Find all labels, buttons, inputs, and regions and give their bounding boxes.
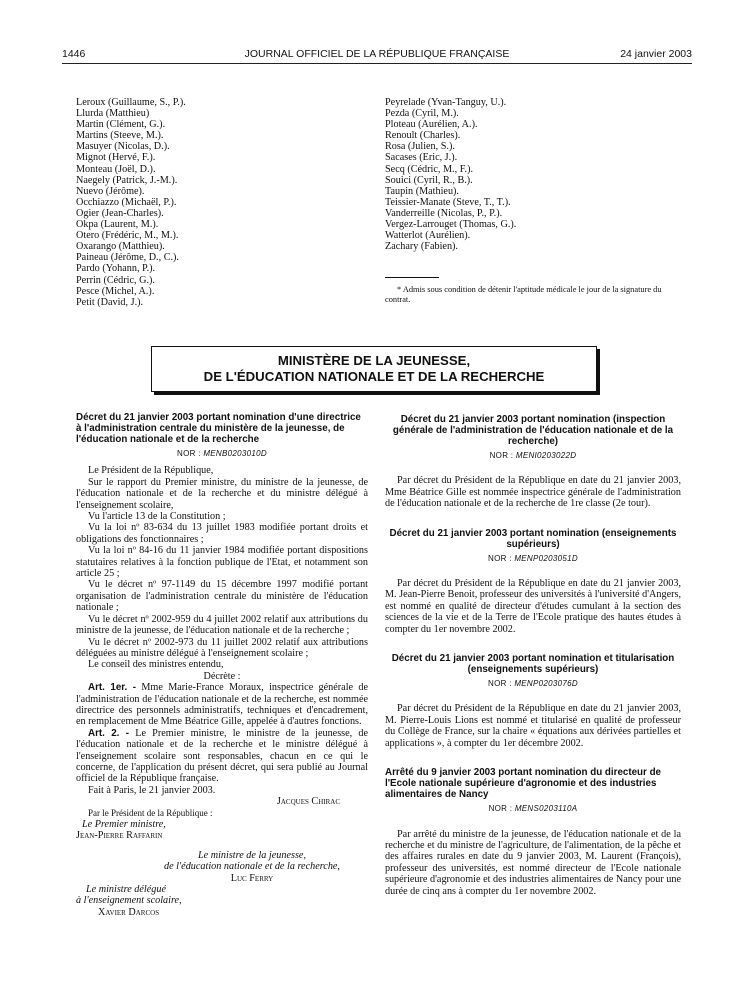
name-list-entry: Pardo (Yohann, P.). [76,263,156,275]
name-list-entry: Rosa (Julien, S.). [385,141,455,153]
delegate-title-1: Le ministre délégué [86,884,166,896]
name-list-entry: Vanderreille (Nicolas, P., P.). [385,207,503,219]
delegate-title-2: à l'enseignement scolaire, [76,895,182,907]
nor-label: NOR : [488,679,512,689]
decree-4-nor [385,678,681,689]
name-list-entry: Vergez-Larrouget (Thomas, G.). [385,219,517,231]
decrete-label: Décrète : [203,670,241,682]
decree-3 [385,528,681,635]
name-list-entry: Zachary (Fabien). [385,241,458,253]
name-list-entry: Ogier (Jean-Charles). [76,207,164,219]
decree-5 [385,767,681,897]
name-list-entry: Occhiazzo (Michaël, P.). [76,196,177,208]
name-list-entry: Teissier-Manate (Steve, T., T.). [385,196,511,208]
footnote-rule [385,277,439,278]
name-list-entry: Renoult (Charles). [385,130,461,142]
decree-3-nor [385,553,681,564]
decree-1 [76,412,368,918]
nor-code: MENP0203076D [514,679,578,689]
decree-1-paragraph: Le conseil des ministres entendu, [88,659,224,671]
name-list-entry: Masuyer (Nicolas, D.). [76,141,170,153]
name-list-entry: Souici (Cyril, R., B.). [385,174,473,186]
article-1-text: Mme Marie-France Moraux, inspectrice générale de l'administration de l'éducation nationale et de la recherche, est nommée directrice des personnels administratifs, techniques et d'encadrement, en remplacement de Mme Béatrice Gille, appelée à d'autres fonctions. [76,682,368,728]
name-list-entry: Martins (Steeve, M.). [76,130,164,142]
decree-1-nor [76,448,368,459]
par-le-president: Par le Président de la République : [88,807,213,818]
journal-title: JOURNAL OFFICIEL DE LA RÉPUBLIQUE FRANÇAISE [244,48,510,60]
decree-1-paragraph: Vu l'article 13 de la Constitution ; [88,511,226,523]
decree-2 [385,414,681,510]
article-2 [76,728,368,785]
ministry-heading-line1: MINISTÈRE DE LA JEUNESSE, [277,353,471,368]
name-list-entry: Martin (Clément, G.). [76,119,166,131]
page-header [62,46,692,64]
name-list-entry: Watterlot (Aurélien). [385,230,471,242]
ministry-heading-line2: DE L'ÉDUCATION NATIONALE ET DE LA RECHERCHE [203,369,545,384]
decree-1-visas [76,465,368,670]
nor-code: MENS0203110A [514,804,578,814]
name-list-entry: Peyrelade (Yvan-Tanguy, U.). [385,97,507,108]
name-list-left [76,97,186,308]
nor-label: NOR : [488,804,513,814]
name-list-entry: Petit (David, J.). [76,296,144,308]
done-at: Fait à Paris, le 21 janvier 2003. [88,784,216,796]
name-list-entry: Naegely (Patrick, J.-M.). [76,174,178,186]
page-number: 1446 [62,48,86,60]
name-list-entry: Monteau (Joël, D.). [76,163,156,175]
decree-1-paragraph: Vu le décret nº 2002-973 du 11 juillet 2002 relatif aux attributions déléguées au ministre délégué à l'enseignement scolaire ; [76,636,368,659]
nor-code: MENP0203051D [514,553,578,563]
name-list-entry: Paineau (Jérôme, D., C.). [76,252,179,264]
decree-3-title: Décret du 21 janvier 2003 portant nomination (enseignements supérieurs) [389,527,677,550]
nor-code: MENB0203010D [203,449,267,458]
minister-title-2: de l'éducation nationale et de la recherche, [164,861,340,873]
decree-2-text: Par décret du Président de la République en date du 21 janvier 2003, Mme Béatrice Gille est nommée inspectrice générale de l'administration de l'éducation nationale et de la recherche de 1re classe (2e tour). [385,475,681,510]
decree-4-title: Décret du 21 janvier 2003 portant nomination et titularisation (enseignements supérieurs) [391,653,675,676]
name-list-entry: Pezda (Cyril, M.). [385,108,459,120]
right-column [385,414,681,897]
decree-1-paragraph: Vu la loi nº 83-634 du 13 juillet 1983 modifiée portant droits et obligations des fonctionnaires ; [76,522,368,545]
name-list-entry: Mignot (Hervé, F.). [76,152,156,164]
name-list-entry: Pesce (Michel, A.). [76,285,155,297]
nor-label: NOR : [177,449,201,458]
nor-code: MENI0203022D [515,451,577,460]
article-1-label: Art. 1er. - [88,682,137,694]
name-list-entry: Nuevo (Jérôme). [76,185,145,197]
decree-1-paragraph: Vu le décret nº 97-1149 du 15 décembre 1997 modifié portant organisation de l'administration centrale du ministère de l'éducation nationale ; [76,579,368,614]
decree-1-paragraph: Le Président de la République, [88,465,214,477]
name-list-entry: Taupin (Mathieu). [385,185,459,197]
president-signature: Jacques Chirac [276,796,340,808]
delegate-name: Xavier Darcos [98,906,160,918]
article-2-text: Le Premier ministre, le ministre de la jeunesse, de l'éducation nationale et de la recherche et le ministre délégué à l'enseignement scolaire sont responsables, chacun en ce qui le concerne, de l'application du présent décret, qui sera publié au Journal officiel de la République française. [76,727,369,785]
pm-title: Le Premier ministre, [82,819,166,830]
article-2-label: Art. 2. - [88,727,130,739]
article-1 [76,682,368,728]
decree-1-paragraph: Vu la loi nº 84-16 du 11 janvier 1984 modifiée portant dispositions statutaires relatives à la fonction publique de l'Etat, et notamment son article 25 ; [76,545,368,580]
name-list-entry: Ploteau (Aurélien, A.). [385,119,478,131]
ministry-heading-box [151,346,597,392]
nor-label: NOR : [488,553,512,563]
decree-4-text: Par décret du Président de la République en date du 21 janvier 2003, M. Pierre-Louis Lions est nommé et titularisé en qualité de professeur du Collège de France, sur la chaire « équations aux dérivées partielles et applications », à compter du 1er décembre 2002. [385,703,681,749]
decree-2-nor [385,450,681,461]
decree-5-title: Arrêté du 9 janvier 2003 portant nomination du directeur de l'Ecole nationale supérieure d'agronomie et des industries alimentaires de Nancy [385,767,662,801]
decree-5-nor [385,803,681,814]
decree-1-paragraph: Sur le rapport du Premier ministre, du ministre de la jeunesse, de l'éducation nationale et de la recherche et du ministre délégué à l'enseignement scolaire, [76,476,368,511]
minister-title-1: Le ministre de la jeunesse, [198,849,306,861]
name-list-entry: Leroux (Guillaume, S., P.). [76,97,186,108]
decree-4 [385,653,681,749]
name-list-entry: Sacases (Eric, J.). [385,152,458,164]
name-list-entry: Okpa (Laurent, M.). [76,219,159,231]
name-list-entry: Otero (Frédéric, M., M.). [76,230,179,242]
decree-2-title: Décret du 21 janvier 2003 portant nomination (inspection générale de l'administration de l'éducation nationale et de la recherche) [392,414,674,447]
decree-1-paragraph: Vu le décret nº 2002-959 du 4 juillet 2002 relatif aux attributions du ministre de la jeunesse, de l'éducation nationale et de la recherche ; [76,613,368,637]
name-list-entry: Secq (Cédric, M., F.). [385,163,474,175]
name-list-entry: Llurda (Matthieu) [76,108,150,120]
decree-1-title: Décret du 21 janvier 2003 portant nomination d'une directrice à l'administration centrale du ministère de la jeunesse, de l'éducation nationale et de la recherche [76,412,361,445]
name-list-entry: Perrin (Cédric, G.). [76,274,155,286]
nor-label: NOR : [489,451,514,460]
issue-date: 24 janvier 2003 [620,48,692,60]
footnote: * Admis sous condition de détenir l'aptitude médicale le jour de la signature du contrat. [385,285,662,304]
decree-3-text: Par décret du Président de la République en date du 21 janvier 2003, M. Jean-Pierre Benoit, professeur des universités à l'université d'Angers, est nommé en qualité de directeur d'études cumulant à la section des sciences de la vie et de la Terre de l'Ecole pratique des hautes études à compter du 1er novembre 2002. [385,578,681,635]
pm-name: Jean-Pierre Raffarin [76,830,163,842]
decree-5-text: Par arrêté du ministre de la jeunesse, de l'éducation nationale et de la recherche et du ministre de l'agriculture, de l'alimentation, de la pêche et des affaires rurales en date du 9 janvier 2003, M. Laurent (François), professeur des universités, est nommé directeur de l'Ecole nationale supérieure d'agronomie et des industries alimentaires de Nancy pour une durée de cinq ans à compter du 1er novembre 2002. [385,828,681,897]
name-list-right [385,97,516,252]
minister-name: Luc Ferry [230,872,274,884]
name-list-entry: Oxarango (Matthieu). [76,241,165,253]
